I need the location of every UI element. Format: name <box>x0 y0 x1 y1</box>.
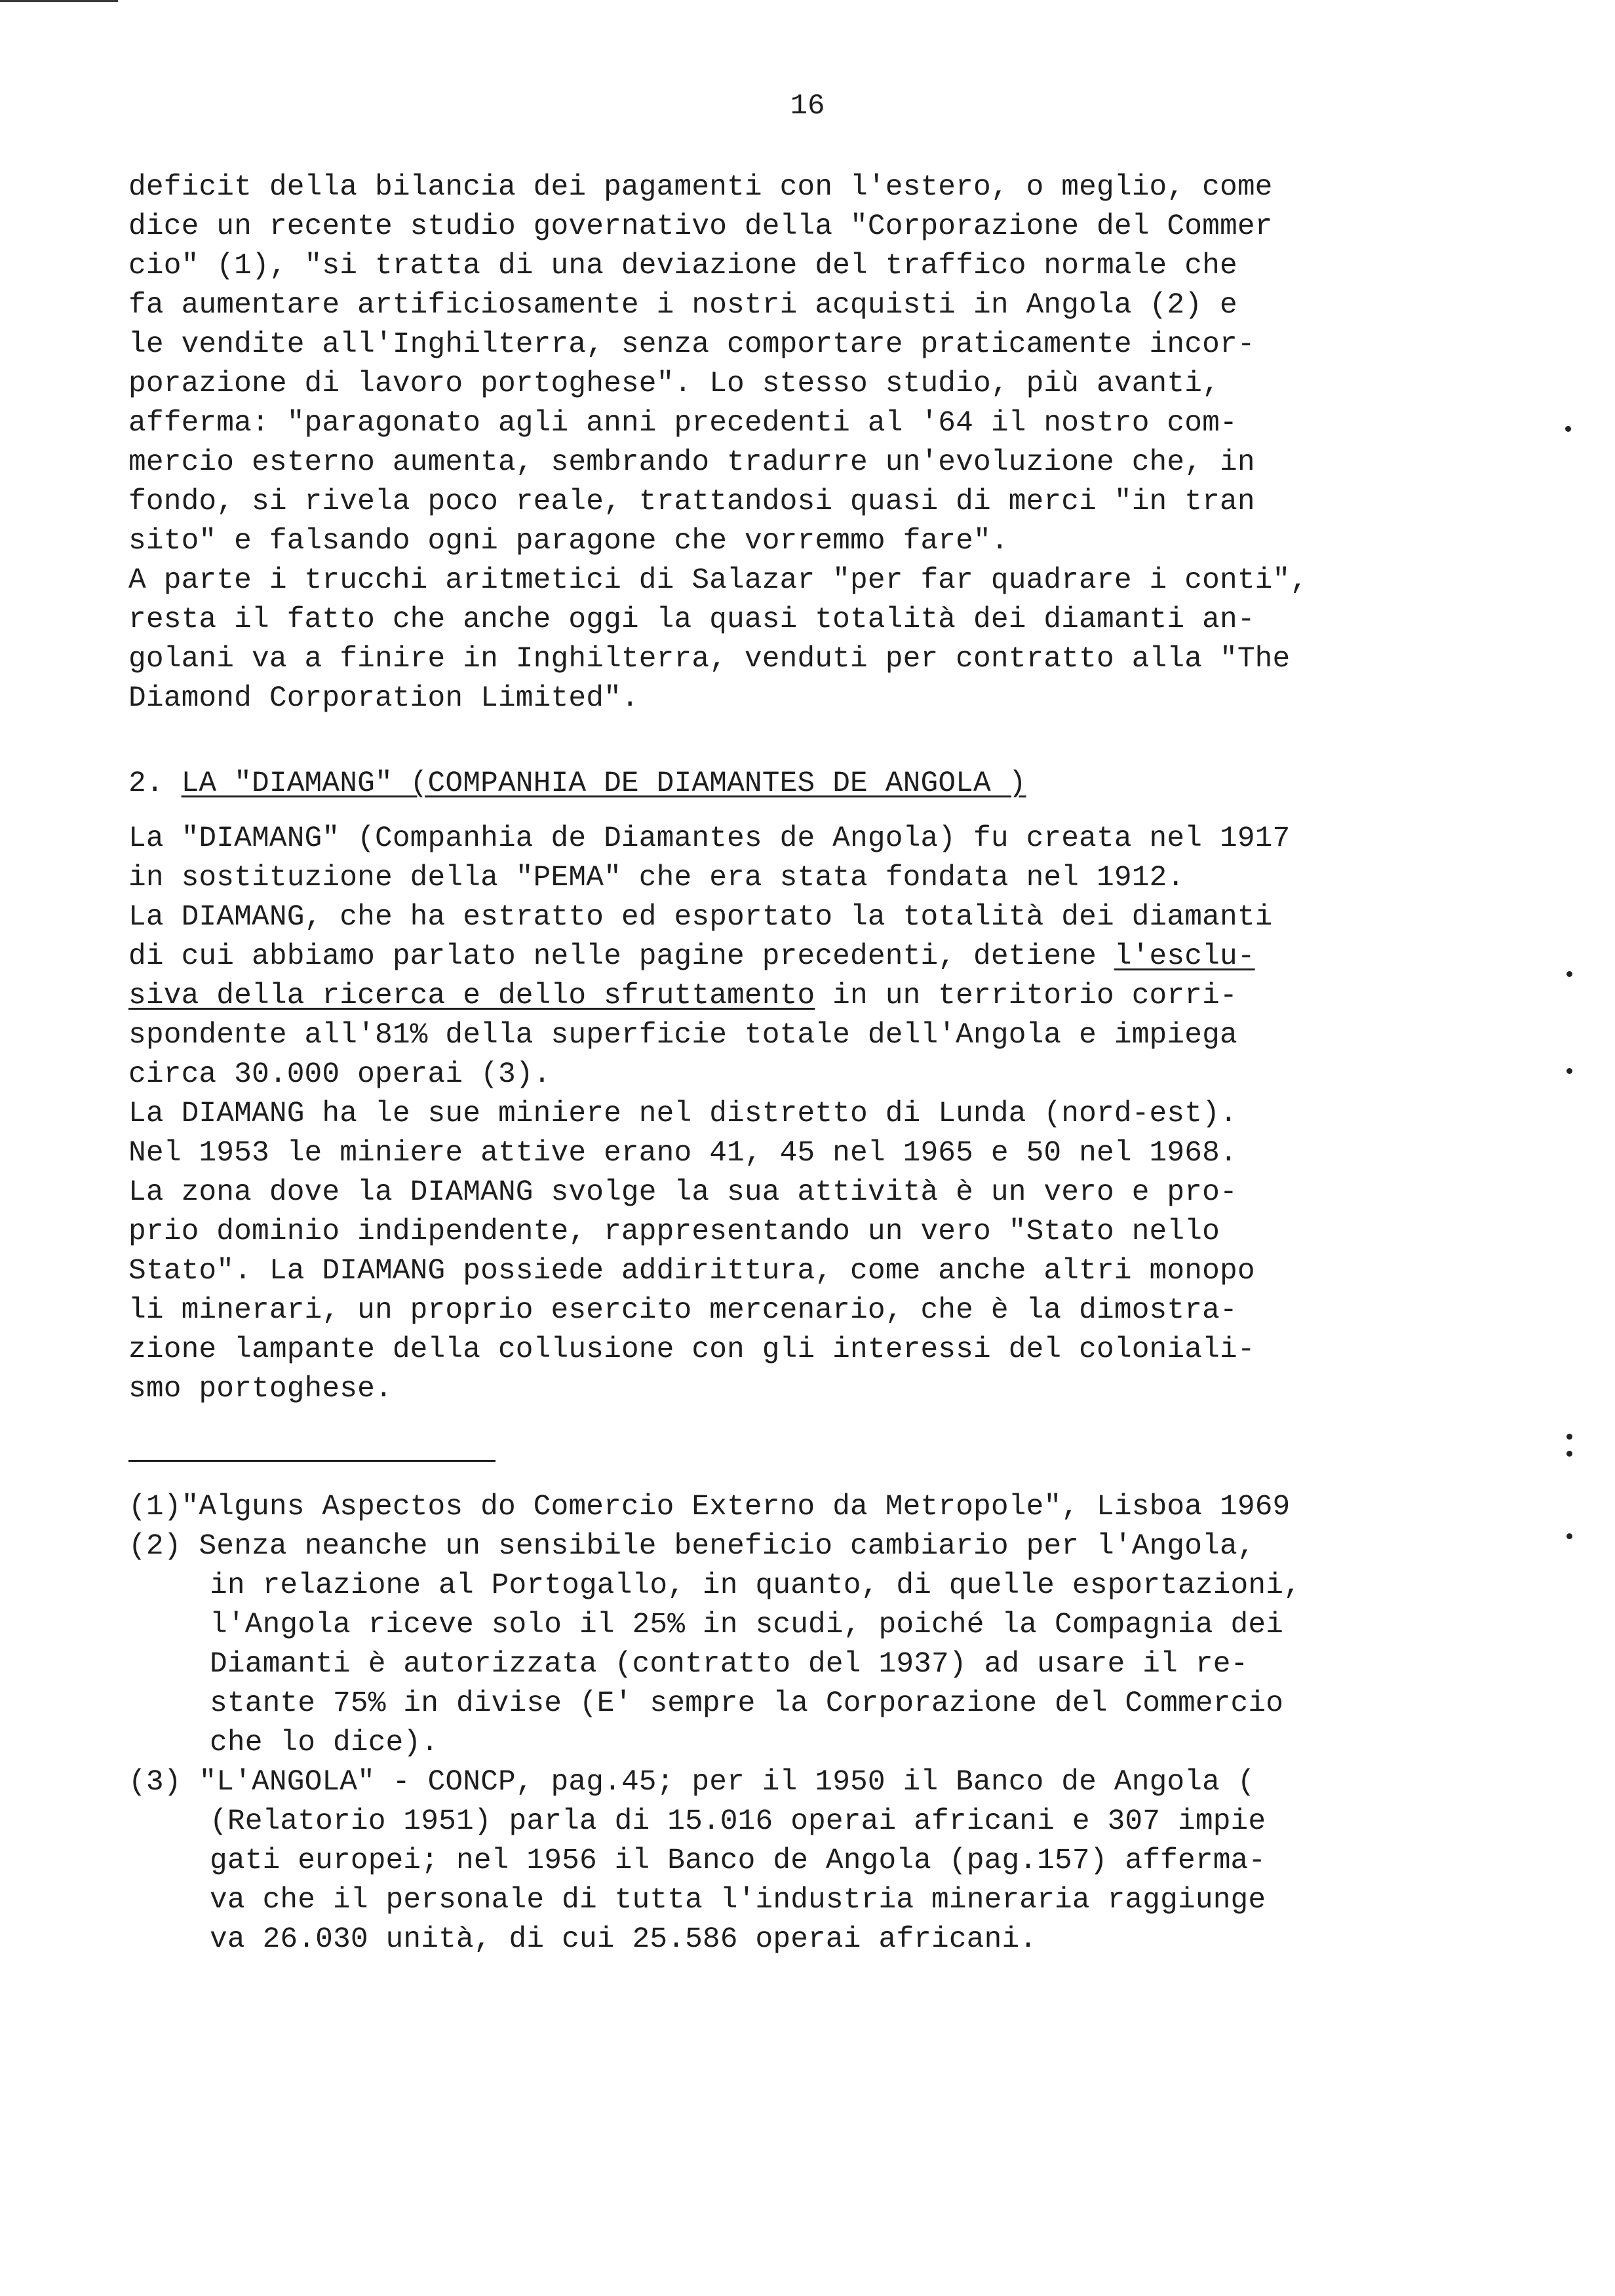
text-line: golani va a finire in Inghilterra, venduti per contratto alla "The <box>128 643 1291 676</box>
footnote-line: che lo dice). <box>210 1727 439 1759</box>
text-line: li minerari, un proprio esercito mercenario, che è la dimostra- <box>128 1294 1237 1327</box>
footnote-1: (1)"Alguns Aspectos do Comercio Externo da Metropole", Lisboa 1969 <box>128 1491 1291 1523</box>
text-line: cio" (1), "si tratta di una deviazione del traffico normale che <box>128 250 1237 282</box>
text-line: Diamond Corporation Limited". <box>128 682 639 715</box>
footnote-3: (3) "L'ANGOLA" - CONCP, pag.45; per il 1950 il Banco de Angola ( <box>128 1766 1255 1799</box>
text-line: deficit della bilancia dei pagamenti con l'estero, o meglio, come <box>128 171 1273 204</box>
footnote-line: va che il personale di tutta l'industria mineraria raggiunge <box>210 1884 1266 1917</box>
text-line: mercio esterno aumenta, sembrando tradurre un'evoluzione che, in <box>128 446 1255 479</box>
footnote-line: in relazione al Portogallo, in quanto, di quelle esportazioni, <box>210 1569 1301 1602</box>
footnote-separator <box>128 1460 496 1462</box>
text-line: Nel 1953 le miniere attive erano 41, 45 nel 1965 e 50 nel 1968. <box>128 1137 1237 1170</box>
text-line: A parte i trucchi aritmetici di Salazar "per far quadrare i conti", <box>128 564 1308 597</box>
text-line: fondo, si rivela poco reale, trattandosi quasi di merci "in tran <box>128 486 1255 518</box>
text-line: afferma: "paragonato agli anni precedenti al '64 il nostro com- <box>128 407 1237 440</box>
footnotes <box>128 1487 1301 1959</box>
section-paragraph <box>128 819 1290 1409</box>
text-line: in sostituzione della "PEMA" che era stata fondata nel 1912. <box>128 862 1185 894</box>
footnote-line: va 26.030 unità, di cui 25.586 operai africani. <box>210 1923 1038 1956</box>
text-line: le vendite all'Inghilterra, senza comportare praticamente incor- <box>128 328 1255 361</box>
underlined-phrase: l'esclu- <box>1114 940 1255 973</box>
text-line: fa aumentare artificiosamente i nostri acquisti in Angola (2) e <box>128 289 1237 322</box>
footnote-line: gati europei; nel 1956 il Banco de Angola (pag.157) afferma- <box>210 1845 1266 1877</box>
margin-speck <box>1566 1451 1572 1457</box>
text-line: di cui abbiamo parlato nelle pagine precedenti, detiene l'esclu- <box>128 940 1255 973</box>
footnote-2: (2) Senza neanche un sensibile beneficio cambiario per l'Angola, <box>128 1530 1255 1563</box>
text-line: smo portoghese. <box>128 1373 393 1406</box>
text-line: Stato". La DIAMANG possiede addirittura, come anche altri monopo <box>128 1255 1255 1288</box>
text-line: resta il fatto che anche oggi la quasi totalità dei diamanti an- <box>128 603 1255 636</box>
section-number: 2. <box>128 767 164 800</box>
page-number: 16 <box>790 90 825 123</box>
text-line: siva della ricerca e dello sfruttamento in un territorio corri- <box>128 980 1237 1012</box>
footnote-marker: (3) <box>128 1766 182 1799</box>
text-line: circa 30.000 operai (3). <box>128 1058 551 1091</box>
footnote-line: l'Angola riceve solo il 25% in scudi, poiché la Compagnia dei <box>210 1609 1284 1641</box>
margin-speck <box>1566 1533 1572 1539</box>
margin-speck <box>1566 1068 1572 1074</box>
footnote-line: stante 75% in divise (E' sempre la Corporazione del Commercio <box>210 1687 1284 1720</box>
margin-speck <box>1566 1434 1572 1440</box>
section-heading <box>128 764 1026 803</box>
text-line: sito" e falsando ogni paragone che vorremmo fare". <box>128 525 1009 558</box>
text-line: zione lampante della collusione con gli interessi del coloniali- <box>128 1333 1255 1366</box>
text-line: La zona dove la DIAMANG svolge la sua attività è un vero e pro- <box>128 1176 1237 1209</box>
text-line: dice un recente studio governativo della "Corporazione del Commer <box>128 210 1273 243</box>
text-line: La "DIAMANG" (Companhia de Diamantes de Angola) fu creata nel 1917 <box>128 822 1291 855</box>
text-line: porazione di lavoro portoghese". Lo stesso studio, più avanti, <box>128 368 1220 400</box>
text-line: La DIAMANG, che ha estratto ed esportato la totalità dei diamanti <box>128 901 1273 934</box>
text-line: prio dominio indipendente, rappresentando un vero "Stato nello <box>128 1215 1220 1248</box>
body-paragraph <box>128 168 1308 718</box>
footnote-marker: (2) <box>128 1530 182 1563</box>
footnote-line: Diamanti è autorizzata (contratto del 1937) ad usare il re- <box>210 1648 1249 1681</box>
text-line: La DIAMANG ha le sue miniere nel distretto di Lunda (nord-est). <box>128 1098 1237 1130</box>
text-line: spondente all'81% della superficie totale dell'Angola e impiega <box>128 1019 1237 1052</box>
margin-speck <box>1565 426 1571 432</box>
underlined-phrase: siva della ricerca e dello sfruttamento <box>128 980 815 1012</box>
scan-edge-mark <box>0 0 118 2</box>
footnote-line: (Relatorio 1951) parla di 15.016 operai africani e 307 impie <box>210 1805 1266 1838</box>
section-title: LA "DIAMANG" (COMPANHIA DE DIAMANTES DE ANGOLA ) <box>181 767 1026 800</box>
margin-speck <box>1566 971 1572 977</box>
footnote-marker: (1) <box>128 1491 182 1523</box>
